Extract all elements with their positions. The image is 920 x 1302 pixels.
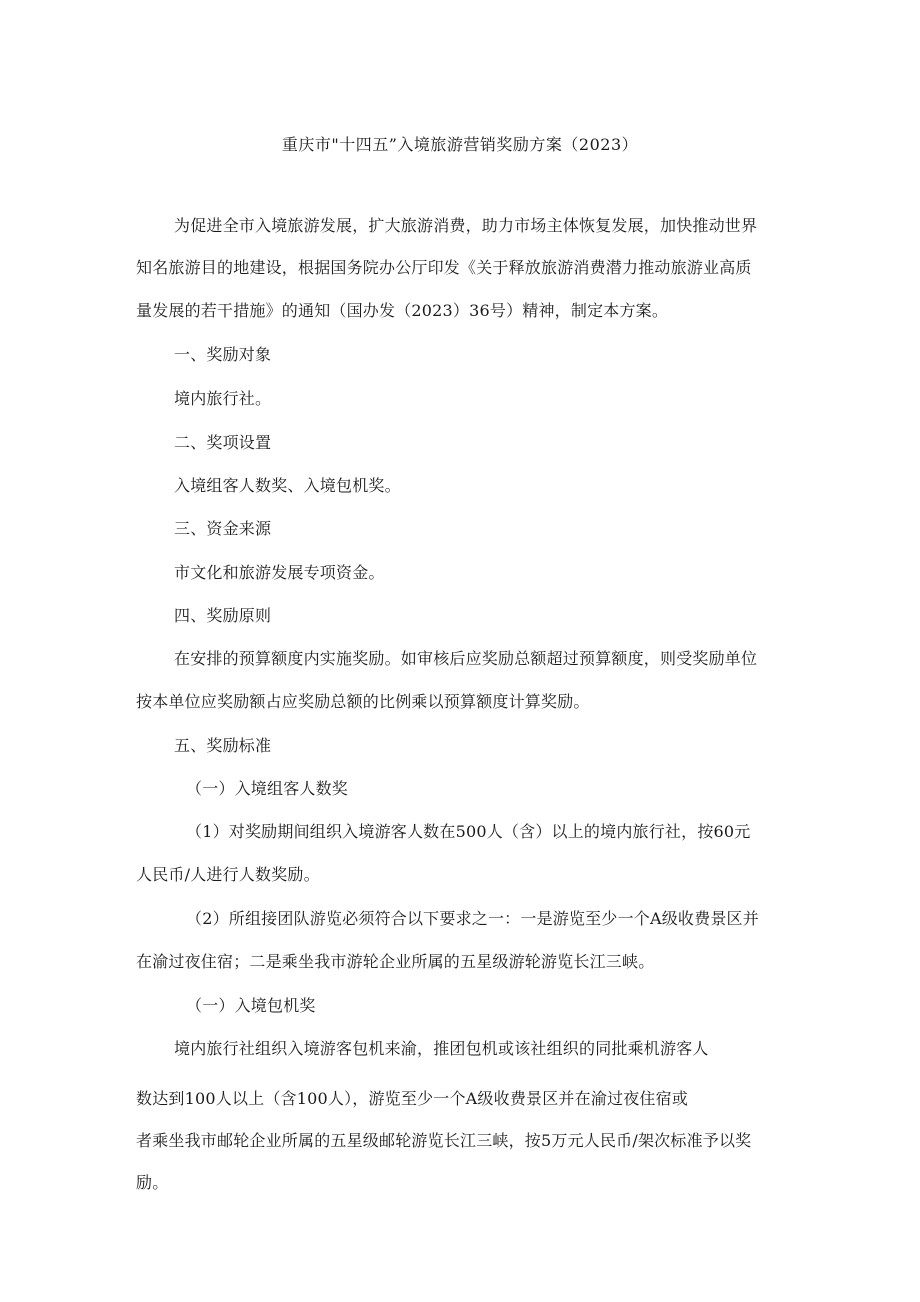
document-title: 重庆市"十四五”入境旅游营销奖励方案（2023） (281, 135, 639, 154)
body-line: 数达到100人以上（含100人），游览至少一个A级收费景区并在渝过夜住宿或 (136, 1089, 689, 1108)
body-line: 为促进全市入境旅游发展，扩大旅游消费，助力市场主体恢复发展，加快推动世界 (174, 216, 758, 235)
body-line: 在安排的预算额度内实施奖励。如审核后应奖励总额超过预算额度，则受奖励单位 (174, 649, 758, 668)
section-heading: 四、奖励原则 (174, 606, 272, 625)
body-line: 按本单位应奖励额占应奖励总额的比例乘以预算额度计算奖励。 (136, 692, 590, 711)
body-line: （1）对奖励期间组织入境游客人数在500人（含）以上的境内旅行社，按60元 (186, 822, 751, 841)
body-line: 境内旅行社。 (174, 389, 272, 408)
body-line: 境内旅行社组织入境游客包机来渝，推团包机或该社组织的同批乘机游客人 (174, 1039, 709, 1058)
section-heading: 二、奖项设置 (174, 433, 272, 452)
body-line: 入境组客人数奖、入境包机奖。 (174, 476, 401, 495)
body-line: （2）所组接团队游览必须符合以下要求之一：一是游览至少一个A级收费景区并 (186, 909, 759, 928)
body-line: 量发展的若干措施》的通知（国办发（2023）36号）精神，制定本方案。 (136, 301, 669, 320)
body-line: 知名旅游目的地建设，根据国务院办公厅印发《关于释放旅游消费潜力推动旅游业高质 (136, 258, 752, 277)
section-heading: 一、奖励对象 (174, 345, 272, 364)
body-line: 在渝过夜住宿；二是乘坐我市游轮企业所属的五星级游轮游览长江三峡。 (136, 952, 655, 971)
subsection-heading: （一）入境包机奖 (186, 996, 316, 1015)
body-line: 者乘坐我市邮轮企业所属的五星级邮轮游览长江三峡，按5万元人民币/架次标准予以奖 (136, 1131, 752, 1150)
subsection-heading: （一）入境组客人数奖 (186, 779, 349, 798)
section-heading: 五、奖励标准 (174, 736, 272, 755)
body-line: 市文化和旅游发展专项资金。 (174, 563, 385, 582)
body-line: 励。 (136, 1173, 169, 1192)
section-heading: 三、资金来源 (174, 519, 272, 538)
body-line: 人民币/人进行人数奖励。 (136, 865, 320, 884)
